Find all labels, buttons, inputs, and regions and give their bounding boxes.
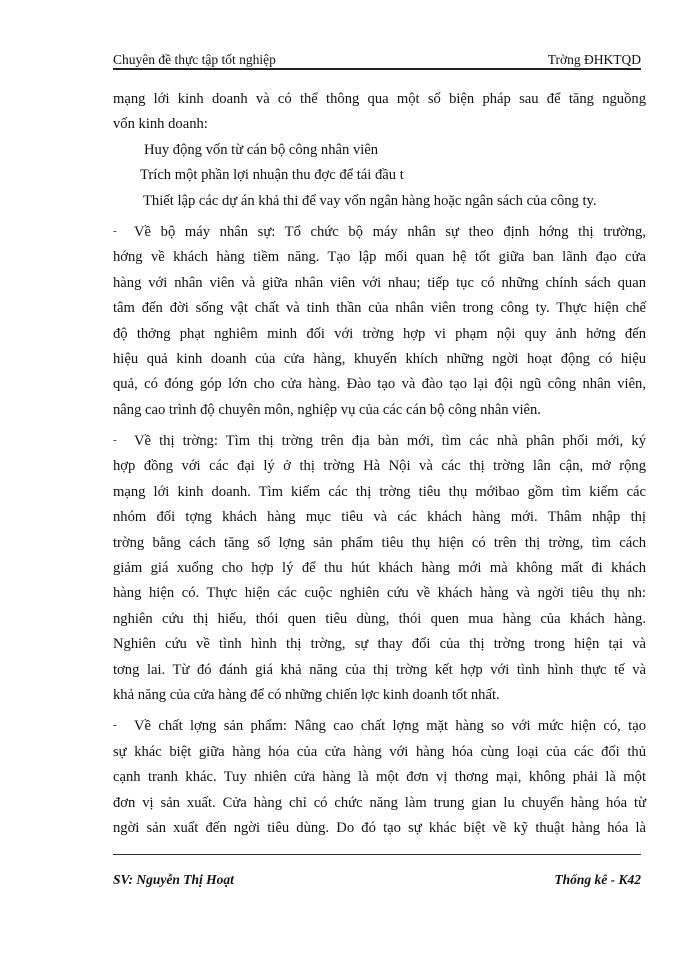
paragraph-line: nhóm đối tợng khách hàng mục tiêu và các khách hàng mới. Thâm nhập thị — [113, 509, 646, 526]
page-footer — [113, 871, 641, 889]
header-school: Trờng ĐHKTQD — [547, 52, 641, 67]
paragraph-line: giảm giá xuống cho hợp lý để thu hút khách hàng mới mà không mất đi khách — [113, 560, 646, 577]
intro-line: mạng lới kinh doanh và có thể thông qua một số biện pháp sau để tăng nguồng — [113, 91, 646, 107]
paragraph-line: quả, có đóng góp lớn cho cửa hàng. Đào tạo và đào tạo lại đội ngũ công nhân viên, — [113, 376, 646, 393]
paragraph-line: nâng cao trình độ chuyên môn, nghiệp vụ của các cán bộ công nhân viên. — [113, 401, 541, 418]
paragraph-line: đơn vị sản xuất. Cửa hàng chỉ có chức năng làm trung gian lu chuyển hàng hóa từ — [113, 794, 646, 811]
page-header — [113, 52, 641, 68]
paragraph-line: hợp đồng với các đại lý ở thị trờng Hà Nội và các thị trờng lân cận, mở rộng — [113, 458, 646, 475]
paragraph-line: mạng lới kinh doanh. Tìm kiếm các thị trờng tiêu thụ mớibao gồm tìm kiếm các — [113, 483, 646, 500]
paragraph-line: cạnh tranh khác. Tuy nhiên cửa hàng là một đơn vị thơng mại, không phải là một — [113, 769, 646, 786]
paragraph-line: ngời sản xuất đến ngời tiêu dùng. Do đó tạo sự khác biệt về kỹ thuật hàng hóa là — [113, 819, 646, 836]
paragraph-line: hàng hiện có. Thực hiện các cuộc nghiên cứu về khách hàng và ngời tiêu thụ nh: — [113, 585, 646, 602]
paragraph-line: Về chất lợng sản phẩm: Nâng cao chất lợng mặt hàng so với mức hiện có, tạo — [134, 718, 646, 735]
measure-item: Huy động vốn từ cán bộ công nhân viên — [144, 141, 379, 158]
paragraph-line: hàng với nhân viên và giữa nhân viên với nhau; tiếp tục có những chính sách quan — [113, 274, 646, 291]
bullet-paragraph-quality — [113, 714, 646, 841]
paragraph-line: hiệu quả kinh doanh của cửa hàng, khuyến khích những ngời hoạt động có hiệu — [113, 350, 646, 367]
page-body — [113, 87, 646, 841]
paragraph-line: độ thởng phạt nghiêm minh đối với trờng hợp vi phạm nội quy ảnh hởng đến — [113, 325, 646, 342]
paragraph-line: Về bộ máy nhân sự: Tổ chức bộ máy nhân sự theo định hớng thị trường, — [134, 223, 646, 240]
header-title: Chuyên đề thực tập tốt nghiệp — [113, 52, 276, 67]
intro-line: vốn kinh doanh: — [113, 116, 208, 133]
bullet-dash: - — [113, 224, 117, 237]
paragraph-line: tơng lai. Từ đó đánh giá khả năng của thị trờng kết hợp với tình hình thực tế và — [113, 661, 646, 678]
paragraph-line: tâm đến đời sống vật chất và tinh thần của nhân viên trong công ty. Thực hiện chế — [113, 300, 646, 317]
bullet-dash: - — [113, 719, 117, 732]
header-divider — [113, 68, 641, 70]
footer-class: Thống kê - K42 — [554, 872, 641, 887]
measure-item: Thiết lập các dự án khả thi để vay vốn ngân hàng hoặc ngân sách của công ty. — [143, 192, 597, 209]
bullet-paragraph-market — [113, 429, 646, 708]
paragraph-line: hớng về khách hàng tiềm năng. Tạo lập mối quan hệ tốt giữa ban lãnh đạo cửa — [113, 249, 646, 266]
paragraph-line: Về thị trờng: Tìm thị trờng trên địa bàn mới, tìm các nhà phân phối mới, ký — [134, 433, 646, 450]
paragraph-line: khả năng của cửa hàng để có những chiến lợc kinh doanh tốt nhất. — [113, 686, 500, 703]
footer-divider — [113, 854, 641, 855]
bullet-paragraph-personnel — [113, 220, 646, 423]
paragraph-line: sự khác biệt giữa hàng hóa của cửa hàng với hàng hóa cùng loại của các đối thủ — [113, 743, 646, 760]
bullet-dash: - — [113, 434, 117, 447]
footer-student: SV: Nguyễn Thị Hoạt — [113, 872, 234, 887]
paragraph-line: Nghiên cứu về tình hình thị trờng, sự thay đổi của thị trờng trong hiện tại và — [113, 636, 646, 653]
measure-item: Trích một phần lợi nhuận thu đợc để tái đầu t — [140, 167, 404, 184]
paragraph-line: nghiên cứu thị hiếu, thói quen tiêu dùng, thói quen mua hàng của khách hàng. — [113, 610, 646, 627]
paragraph-line: trờng bằng cách tăng số lợng sản phẩm tiêu thụ hiện có trên thị trờng, tìm cách — [113, 534, 646, 551]
